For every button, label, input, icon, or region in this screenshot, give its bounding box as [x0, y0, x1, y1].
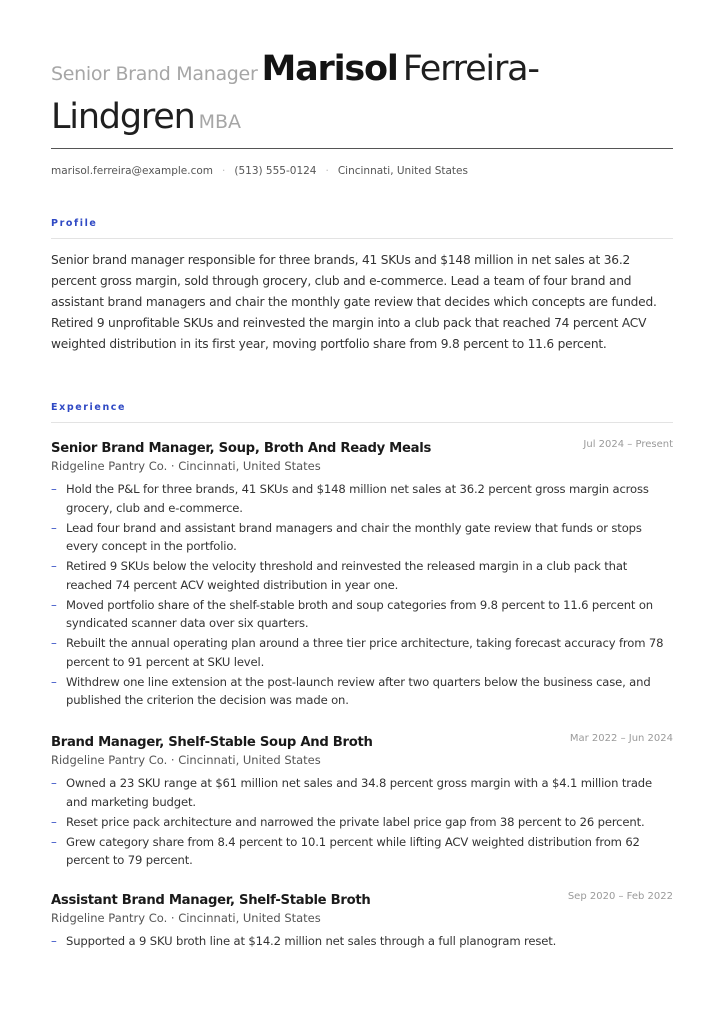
dash-icon: –	[51, 559, 57, 573]
section-title-profile: Profile	[51, 218, 98, 229]
bullet-item	[51, 673, 673, 710]
bullet-item	[51, 774, 673, 811]
resume-header	[51, 48, 673, 144]
bullet-list	[51, 480, 673, 710]
dash-icon: –	[51, 482, 57, 496]
contact-email[interactable]: marisol.ferreira@example.com	[51, 165, 214, 177]
bullet-text: Grew category share from 8.4 percent to 10.1 percent while lifting ACV weighted distribution from 62 percent to 79 percent.	[66, 834, 640, 867]
job-header	[51, 889, 673, 909]
section-title-experience: Experience	[51, 402, 127, 413]
bullet-item	[51, 932, 673, 951]
bullet-text: Hold the P&L for three brands, 41 SKUs and $148 million net sales at 36.2 percent gross margin across grocery, club and e-commerce.	[66, 482, 649, 515]
bullet-text: Lead four brand and assistant brand managers and chair the monthly gate review that funds or stops every concept in the portfolio.	[66, 520, 642, 553]
name-block	[51, 48, 673, 144]
dash-icon: –	[51, 934, 57, 948]
job-role: Senior Brand Manager	[51, 63, 258, 85]
job-title: Senior Brand Manager, Soup, Broth And Ready Meals	[51, 441, 432, 456]
dash-icon: –	[51, 674, 57, 689]
last-name-part-2: Lindgren	[51, 97, 195, 137]
bullet-item	[51, 833, 673, 870]
first-name: Marisol	[261, 49, 398, 89]
header-divider	[51, 148, 673, 149]
contact-phone[interactable]: (513) 555-0124	[234, 165, 317, 177]
dash-icon: –	[51, 776, 57, 790]
job-company: Ridgeline Pantry Co. · Cincinnati, United States	[51, 911, 321, 925]
experience-entry	[51, 889, 673, 952]
bullet-text: Supported a 9 SKU broth line at $14.2 million net sales through a full planogram reset.	[66, 934, 557, 948]
job-title: Brand Manager, Shelf-Stable Soup And Broth	[51, 735, 373, 750]
job-header	[51, 437, 673, 457]
experience-entry	[51, 437, 673, 711]
job-header	[51, 731, 673, 751]
dash-icon: –	[51, 636, 57, 650]
job-dates: Jul 2024 – Present	[583, 439, 673, 450]
dash-icon: –	[51, 597, 57, 612]
separator-dot: ·	[325, 165, 329, 177]
dash-icon: –	[51, 834, 57, 849]
bullet-text: Reset price pack architecture and narrowed the private label price gap from 38 percent to 26 percent.	[66, 814, 645, 829]
bullet-text: Retired 9 SKUs below the velocity threshold and reinvested the released margin in a club pack that reached 74 percent ACV weighted distribution in year one.	[66, 559, 628, 592]
separator-dot: ·	[222, 165, 226, 177]
job-company: Ridgeline Pantry Co. · Cincinnati, United States	[51, 459, 321, 473]
bullet-text: Withdrew one line extension at the post-launch review after two quarters below the business case, and published the criterion the decision was made on.	[66, 674, 651, 707]
bullet-list	[51, 774, 673, 870]
bullet-item	[51, 596, 673, 633]
credential: MBA	[198, 111, 242, 133]
dash-icon: –	[51, 814, 57, 829]
job-title: Assistant Brand Manager, Shelf-Stable Broth	[51, 893, 371, 908]
bullet-item	[51, 519, 673, 556]
bullet-item	[51, 557, 673, 594]
bullet-text: Rebuilt the annual operating plan around a three tier price architecture, taking forecast accuracy from 78 percent to 91 percent at SKU level.	[66, 636, 664, 669]
bullet-item	[51, 480, 673, 517]
section-divider	[51, 238, 673, 239]
bullet-item	[51, 634, 673, 671]
job-dates: Sep 2020 – Feb 2022	[567, 891, 673, 902]
section-divider	[51, 422, 673, 423]
contact-line	[51, 165, 468, 177]
bullet-text: Moved portfolio share of the shelf-stable broth and soup categories from 9.8 percent to 11.6 percent on syndicated scanner data over six quarters.	[66, 597, 653, 630]
job-company: Ridgeline Pantry Co. · Cincinnati, United States	[51, 753, 321, 767]
experience-entry	[51, 731, 673, 871]
last-name-part-1: Ferreira-	[402, 49, 539, 89]
contact-location: Cincinnati, United States	[337, 165, 468, 177]
bullet-item	[51, 813, 673, 832]
bullet-text: Owned a 23 SKU range at $61 million net sales and 34.8 percent gross margin with a $4.1 million trade and marketing budget.	[66, 776, 652, 809]
profile-summary: Senior brand manager responsible for three brands, 41 SKUs and $148 million in net sales at 36.2 percent gross margin, sold through grocery, club and e-commerce. Lead a team of four brand and assistant brand managers and chair the monthly gate review that decides which concepts are funded. Retired 9 unprofitable SKUs and reinvested the margin into a club pack that reached 74 percent ACV weighted distribution in its first year, moving portfolio share from 9.8 percent to 11.6 percent.	[51, 253, 657, 351]
job-dates: Mar 2022 – Jun 2024	[569, 733, 673, 744]
bullet-list	[51, 932, 673, 951]
dash-icon: –	[51, 520, 57, 535]
